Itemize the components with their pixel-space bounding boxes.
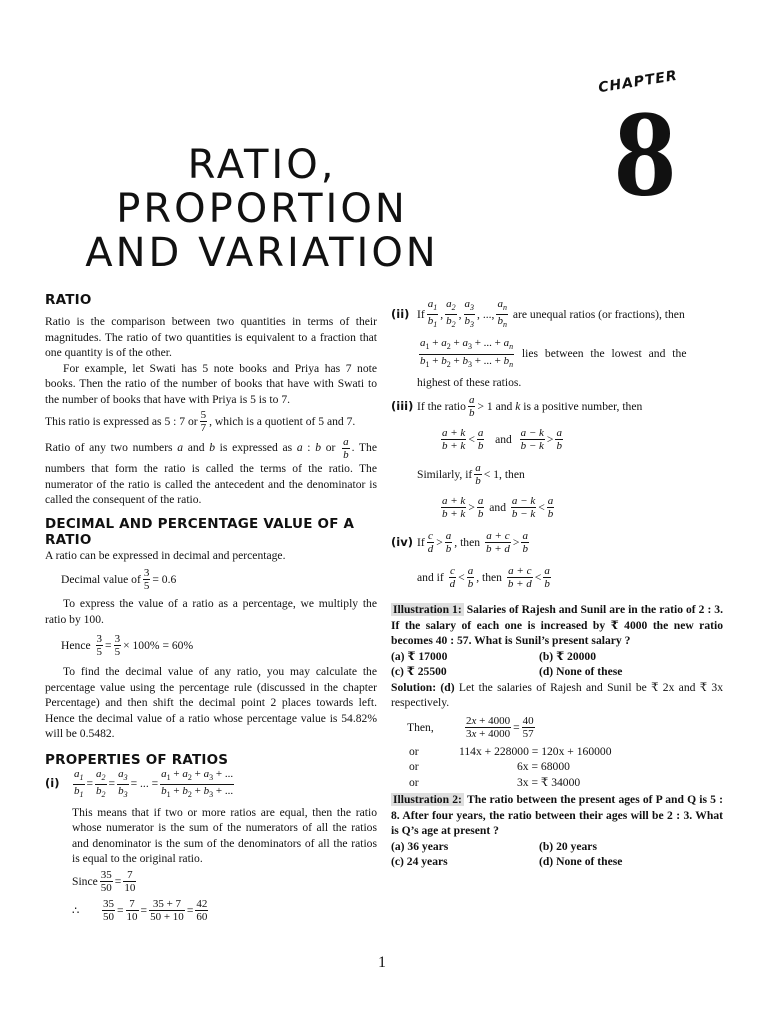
item-marker: (iv) — [391, 535, 413, 549]
paragraph: A ratio can be expressed in decimal and percentage. — [45, 548, 286, 562]
property-iv: (iv) If c d > a b , then a + c b + d > a b — [391, 530, 528, 556]
solution-step — [391, 775, 723, 791]
illustration-label: Illustration 1: — [393, 603, 462, 617]
text: ∴ — [72, 903, 80, 917]
option: (d) None of these — [539, 665, 623, 679]
option: (a) 36 years — [391, 839, 449, 853]
illustration-question: Salaries of Rajesh and Sunil are in the ratio of 2 : 3. If the salary of each one is increased by ₹ 4000 the new ratio becomes 40 : 57. What is Sunil’s present salary ? — [391, 603, 723, 648]
text: , then — [476, 571, 502, 584]
text: , which is a quotient of 5 and 7. — [209, 414, 356, 428]
property-ii-sum: $a_1 + a_2 + a_3$ + ... + $a_n$ $b_1 + b_2 + b_3$ + ... + $b_n$ lies between the lowest and the — [420, 337, 687, 369]
option: (b) ₹ 20000 — [539, 649, 597, 663]
text: are unequal ratios (or fractions), then — [512, 307, 685, 321]
property-iii-eq1: a + k b + k < a b and a − k b − k > a b — [442, 427, 562, 453]
illustration-label: Illustration 2: — [393, 793, 462, 807]
text: , then — [454, 536, 481, 549]
paragraph: For example, let Swati has 5 note books and Priya has 7 note books. Then the ratio of the number of books that have with Swati to the number of books that have with Priya is 5 is to 7. — [45, 361, 377, 406]
chapter-label: CHAPTER — [597, 67, 679, 97]
text: and — [495, 400, 513, 413]
fraction: 3 5 — [96, 633, 103, 658]
text: Similarly, if — [417, 468, 473, 481]
fraction: $\frac{3}{5}$ — [143, 567, 150, 592]
title-line-2: AND VARIATION — [85, 230, 439, 276]
text: = 0.6 — [152, 572, 177, 586]
paragraph: This means that if two or more ratios are equal, then the ratio whose numerator is the sum of the numerators of all the ratios and denominator is the sum of the denominators of all the ratios is equal to the original ratio. — [72, 805, 377, 866]
decimal-example — [61, 567, 377, 592]
heading-decimal: DECIMAL AND PERCENTAGE VALUE OF A RATIO — [45, 515, 355, 548]
illustration-2-options — [391, 839, 723, 870]
paragraph — [45, 409, 377, 434]
item-marker: (iii) — [391, 399, 414, 413]
text: If the ratio — [417, 400, 466, 413]
heading-properties: PROPERTIES OF RATIOS — [45, 751, 229, 768]
solution-text: Let the salaries of Rajesh and Sunil be ₹ 2x and ₹ 3x respectively. — [391, 680, 723, 710]
since-example: Since 35 50 = 7 10 — [72, 868, 136, 894]
item-marker: (i) — [45, 776, 60, 791]
text: is a positive number, then — [523, 400, 643, 413]
chapter-title — [40, 143, 484, 275]
text: and — [489, 501, 507, 514]
text: is expressed as — [219, 441, 293, 455]
text: or — [325, 441, 336, 455]
solution-step — [391, 744, 723, 760]
equation: 3x = ₹ 34000 — [517, 775, 581, 789]
text: or — [409, 744, 419, 758]
text: lies between the lowest and the — [521, 347, 687, 361]
text: If — [417, 307, 425, 321]
heading-ratio: RATIO — [45, 292, 92, 308]
text: This ratio is expressed as 5 : 7 or — [45, 414, 198, 428]
equation: 114x + 228000 = 120x + 160000 — [459, 744, 612, 758]
solution — [391, 680, 723, 711]
text: , then — [499, 468, 525, 481]
text: or — [409, 760, 419, 774]
paragraph: highest of these ratios. — [417, 375, 522, 389]
illustration-question: The ratio between the present ages of P and Q is 5 : 8. After four years, the ratio between their ages will be 2 : 3. What is Q’s age at present ? — [391, 793, 723, 838]
paragraph: Ratio is the comparison between two quantities in terms of their magnitudes. The ratio of two quantities is equivalent to a fraction that one quantity is of the other. — [45, 315, 377, 359]
fraction: $\frac{a}{b}$ — [343, 436, 349, 461]
paragraph: Ratio of any two numbers a and b is expressed as a : b or $\frac{a}{b}$ . The numbers that form the ratio is called the terms of the ratio. The numerator of the ratio is called the antecedent and the denominator is called the consequent of the ratio. — [45, 436, 377, 506]
title-line-1: RATIO, PROPORTION — [116, 142, 408, 232]
option: (d) None of these — [539, 855, 623, 869]
text: × 100% = 60% — [123, 638, 194, 652]
page-number: 1 — [378, 954, 386, 971]
illustration-1-options — [391, 649, 723, 680]
text: Then, — [407, 720, 434, 734]
solution-label: Solution: — [391, 680, 437, 694]
text: Since — [72, 874, 98, 888]
property-i: (i) $a_1$ $b_1$ = $a_2$ $b_2$ = $a_3$ $b_3$ = ... = $a_1 + a_2 + a_3$ + ... $b_1 + b_2 + b_3$ + ... — [45, 767, 234, 799]
solution-step — [391, 759, 723, 775]
option: (c) 24 years — [391, 855, 448, 869]
chapter-number: 8 — [614, 85, 676, 222]
text: and — [187, 441, 205, 455]
option: (a) ₹ 17000 — [391, 649, 448, 663]
text: . The numbers that form the ratio is called the terms of the ratio. The numerator of the ratio is called the antecedent and the denominator is called the consequent of the ratio. — [45, 441, 377, 506]
paragraph: To express the value of a ratio as a percentage, we multiply the ratio by 100. — [45, 597, 377, 626]
property-iii: (iii) If the ratio a b > 1 and k is a positive number, then — [391, 394, 643, 420]
property-iv-andif: and if c d < a b , then a + c b + d < a b — [417, 565, 550, 591]
therefore-example: ∴ 35 50 = 7 10 = 35 + 7 50 + 10 = 42 60 — [72, 897, 208, 923]
option: (c) ₹ 25500 — [391, 665, 447, 679]
property-iii-eq2: a + k b + k > a b and a − k b − k < a b — [442, 495, 554, 521]
equation: 6x = 68000 — [517, 760, 570, 774]
illustration-1 — [391, 602, 723, 649]
property-ii: (ii) If $a_1$ $b_1$ , $a_2$ $b_2$ , $a_3$ $b_3$ , ..., $a_n$ $b_n$ are unequal ratios (or fractions), then — [391, 298, 685, 330]
solution-answer: (d) — [440, 680, 455, 694]
solution-then: Then, 2x + 4000 3x + 4000 = 40 57 — [407, 714, 534, 740]
text: and if — [417, 571, 444, 584]
item-marker: (ii) — [391, 306, 410, 321]
right-column — [391, 298, 723, 870]
percentage-example: Hence 3 5 = $\frac{3}{5}$ × 100% = 60% — [61, 633, 194, 658]
text: Decimal value of — [61, 572, 141, 586]
text: or — [409, 775, 419, 789]
fraction: 5 7 — [200, 409, 207, 434]
paragraph: To find the decimal value of any ratio, you may calculate the percentage value using the percentage rule (discussed in the chapter Percentage) and then shift the decimal point 2 places towards left. Hence the decimal value of a ratio whose percentage value is 54.82% will be 0.5482. — [45, 665, 377, 740]
illustration-2 — [391, 792, 723, 839]
left-column — [45, 292, 377, 923]
text: Hence — [61, 638, 91, 652]
fraction: $\frac{3}{5}$ — [114, 633, 121, 658]
text: If — [417, 536, 425, 549]
text: Ratio of any two numbers — [45, 441, 173, 455]
option: (b) 20 years — [539, 839, 597, 853]
property-iii-similarly: Similarly, if a b < 1 , then — [417, 462, 525, 488]
text: and — [495, 433, 512, 446]
